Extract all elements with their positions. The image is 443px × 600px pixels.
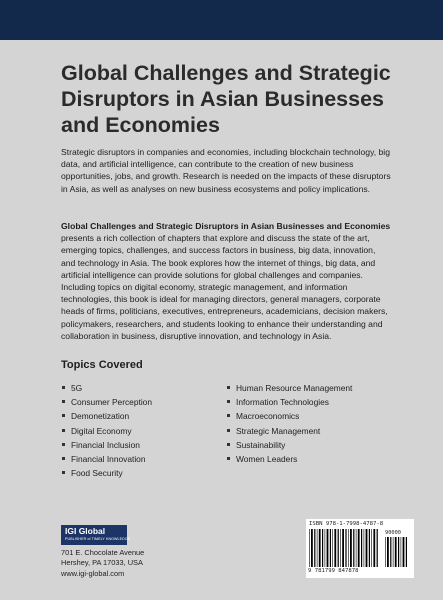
- topics-list-left: [62, 381, 152, 480]
- bullet-icon: [227, 457, 230, 460]
- topic-item: Financial Innovation: [62, 452, 152, 466]
- topics-heading: Topics Covered: [61, 359, 143, 371]
- isbn-text: ISBN 978-1-7998-4787-8: [309, 521, 384, 527]
- topics-list-right: [227, 381, 352, 466]
- top-color-band: [0, 0, 443, 40]
- publisher-logo-tagline: PUBLISHER of TIMELY KNOWLEDGE: [65, 537, 131, 541]
- bullet-icon: [227, 414, 230, 417]
- bullet-icon: [227, 429, 230, 432]
- description-book-title: Global Challenges and Strategic Disruptors in Asian Businesses and Economies: [61, 221, 391, 231]
- price-supplement: 90000: [385, 530, 401, 536]
- topic-item: Macroeconomics: [227, 409, 352, 423]
- publisher-website: www.igi-global.com: [61, 568, 125, 578]
- address-city: Hershey, PA 17033, USA: [61, 558, 143, 568]
- topic-item: Strategic Management: [227, 424, 352, 438]
- bullet-icon: [62, 443, 65, 446]
- bullet-icon: [62, 414, 65, 417]
- supplement-barcode-icon: [384, 537, 410, 567]
- topic-item: Women Leaders: [227, 452, 352, 466]
- description-paragraph-1: Strategic disruptors in companies and economies, including blockchain technology, big data, and artificial intelligence, can contribute to the creation of new business opportunities, jobs, and growth. Research is needed on the impacts of these disruptors in Asia, as well as analyses on new business ecosystems and policy implications.: [61, 147, 391, 194]
- topic-item: Digital Economy: [62, 424, 152, 438]
- address-street: 701 E. Chocolate Avenue: [61, 548, 145, 557]
- barcode-digits: 9 781799 847878: [308, 568, 359, 574]
- description-paragraph-2: [61, 220, 391, 342]
- topic-item: Financial Inclusion: [62, 438, 152, 452]
- bullet-icon: [62, 429, 65, 432]
- topic-item: Human Resource Management: [227, 381, 352, 395]
- bullet-icon: [62, 386, 65, 389]
- bullet-icon: [227, 400, 230, 403]
- bullet-icon: [227, 386, 230, 389]
- topic-item: Demonetization: [62, 409, 152, 423]
- topic-item: Consumer Perception: [62, 395, 152, 409]
- topic-item: Information Technologies: [227, 395, 352, 409]
- publisher-address: [61, 548, 144, 579]
- topic-item: 5G: [62, 381, 152, 395]
- barcode-icon: [308, 529, 380, 567]
- topic-item: Food Security: [62, 466, 152, 480]
- book-title: Global Challenges and Strategic Disruptors in Asian Businesses and Economies: [61, 61, 391, 137]
- bullet-icon: [62, 457, 65, 460]
- description-paragraph-2-text: presents a rich collection of chapters that explore and discuss the state of the art, emerging topics, challenges, and success factors in business, big data, innovation, and technology in Asia. The book explores how the internet of things, big data, and artificial intelligence can provide solutions for global challenges and companies. Including topics on digital economy, strategic management, and information technologies, this book is ideal for managing directors, general managers, corporate heads of firms, politicians, executives, entrepreneurs, academicians, decision makers, policymakers, researchers, and students looking to enhance their understanding and collaboration in business, disruptive innovation, and technology in Asia.: [61, 233, 388, 341]
- publisher-logo: [61, 525, 131, 545]
- bullet-icon: [227, 443, 230, 446]
- bullet-icon: [62, 400, 65, 403]
- topic-item: Sustainability: [227, 438, 352, 452]
- publisher-logo-name: IGI Global: [65, 526, 106, 536]
- bullet-icon: [62, 471, 65, 474]
